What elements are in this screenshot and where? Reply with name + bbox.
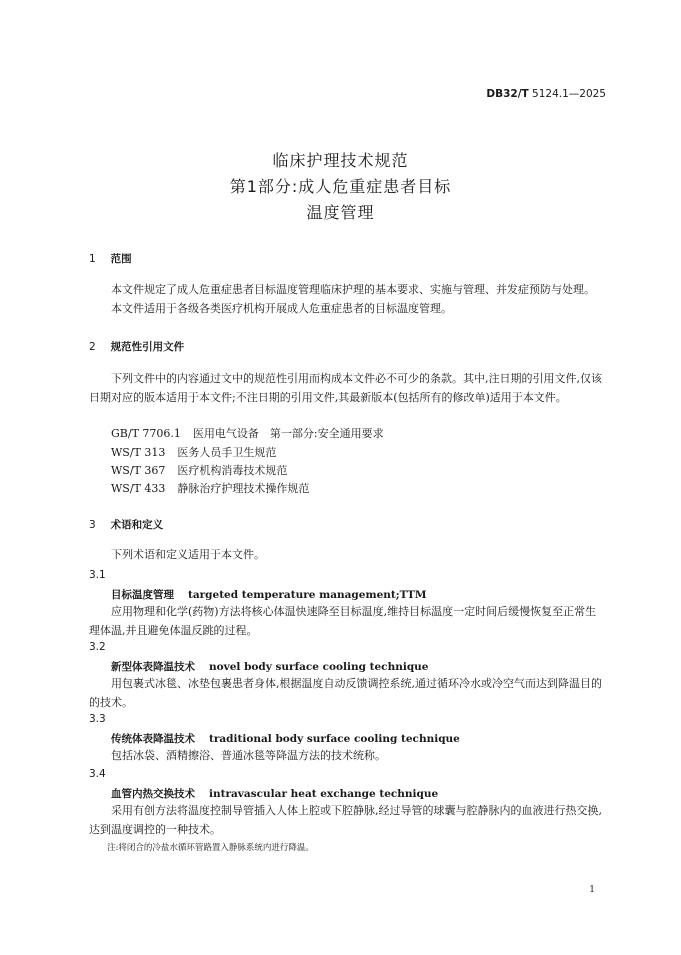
section-number: 2 [89,341,96,353]
term-number: 3.4 [89,768,106,780]
scope-paragraph-1: 本文件规定了成人危重症患者目标温度管理临床护理的基本要求、实施与管理、并发症预防与处理。 [111,283,595,296]
reference-item [111,425,384,441]
section-title: 范围 [110,253,132,265]
section-number: 3 [89,519,96,531]
term-chinese: 新型体表降温技术 [111,661,195,673]
term-english: novel body surface cooling technique [209,661,429,673]
reference-title: 医务人员手卫生规范 [177,446,277,459]
term-number: 3.3 [89,713,106,725]
scope-paragraph-2: 本文件适用于各级各类医疗机构开展成人危重症患者的目标温度管理。 [111,302,452,315]
normative-references-paragraph: 下列文件中的内容通过文中的规范性引用而构成本文件必不可少的条款。其中,注日期的引用文件,仅该日期对应的版本适用于本文件;不注日期的引用文件,其最新版本(包括所有的修改单)适用于本文件。 [89,372,602,404]
reference-item [111,444,276,460]
term-chinese: 传统体表降温技术 [111,733,195,745]
section-title: 术语和定义 [110,519,164,531]
document-number [486,88,606,100]
term-heading [111,659,428,674]
section-title: 规范性引用文件 [110,341,185,353]
section-3-heading [89,517,163,532]
term-number: 3.2 [89,641,106,653]
term-definition: 包括冰袋、酒精擦浴、普通冰毯等降温方法的技术统称。 [111,749,386,762]
reference-item [111,480,309,496]
section-1-heading [89,251,132,266]
section-2-heading [89,339,184,354]
reference-code: GB/T 7706.1 [111,427,181,440]
term-english: traditional body surface cooling technique [209,733,460,745]
page-number: 1 [589,885,595,895]
reference-code: WS/T 367 [111,464,166,477]
term-heading [111,786,438,801]
term-number: 3.1 [89,569,106,581]
term-english: targeted temperature management;TTM [188,589,427,601]
title-line-1: 临床护理技术规范 [272,151,409,170]
title-line-3: 温度管理 [306,203,375,222]
term-heading [111,587,427,602]
term-definition: 应用物理和化学(药物)方法将核心体温快速降至目标温度,维持目标温度一定时间后缓慢恢复至正常生理体温,并且避免体温反跳的过程。 [89,605,597,637]
term-chinese: 目标温度管理 [111,589,174,601]
term-note: 注:将闭合的冷盐水循环管路置入静脉系统内进行降温。 [107,843,314,853]
section-number: 1 [89,253,96,265]
term-chinese: 血管内热交换技术 [111,788,195,800]
reference-title: 静脉治疗护理技术操作规范 [177,482,310,495]
reference-title: 医疗机构消毒技术规范 [177,464,288,477]
doc-prefix: DB32/T [486,88,529,100]
term-heading [111,731,460,746]
doc-code: 5124.1—2025 [532,88,606,100]
reference-item [111,462,287,478]
term-definition: 用包裹式冰毯、冰垫包裹患者身体,根据温度自动反馈调控系统,通过循环冷水或冷空气而达到降温目的的技术。 [89,677,602,709]
reference-code: WS/T 313 [111,446,166,459]
title-line-2: 第1部分:成人危重症患者目标 [229,177,452,196]
term-english: intravascular heat exchange technique [209,788,439,800]
terms-intro: 下列术语和定义适用于本文件。 [111,548,265,561]
reference-title: 医用电气设备 第一部分:安全通用要求 [192,427,384,440]
reference-code: WS/T 433 [111,482,166,495]
term-definition: 采用有创方法将温度控制导管插入人体上腔或下腔静脉,经过导管的球囊与腔静脉内的血液进行热交换,达到温度调控的一种技术。 [89,804,602,836]
